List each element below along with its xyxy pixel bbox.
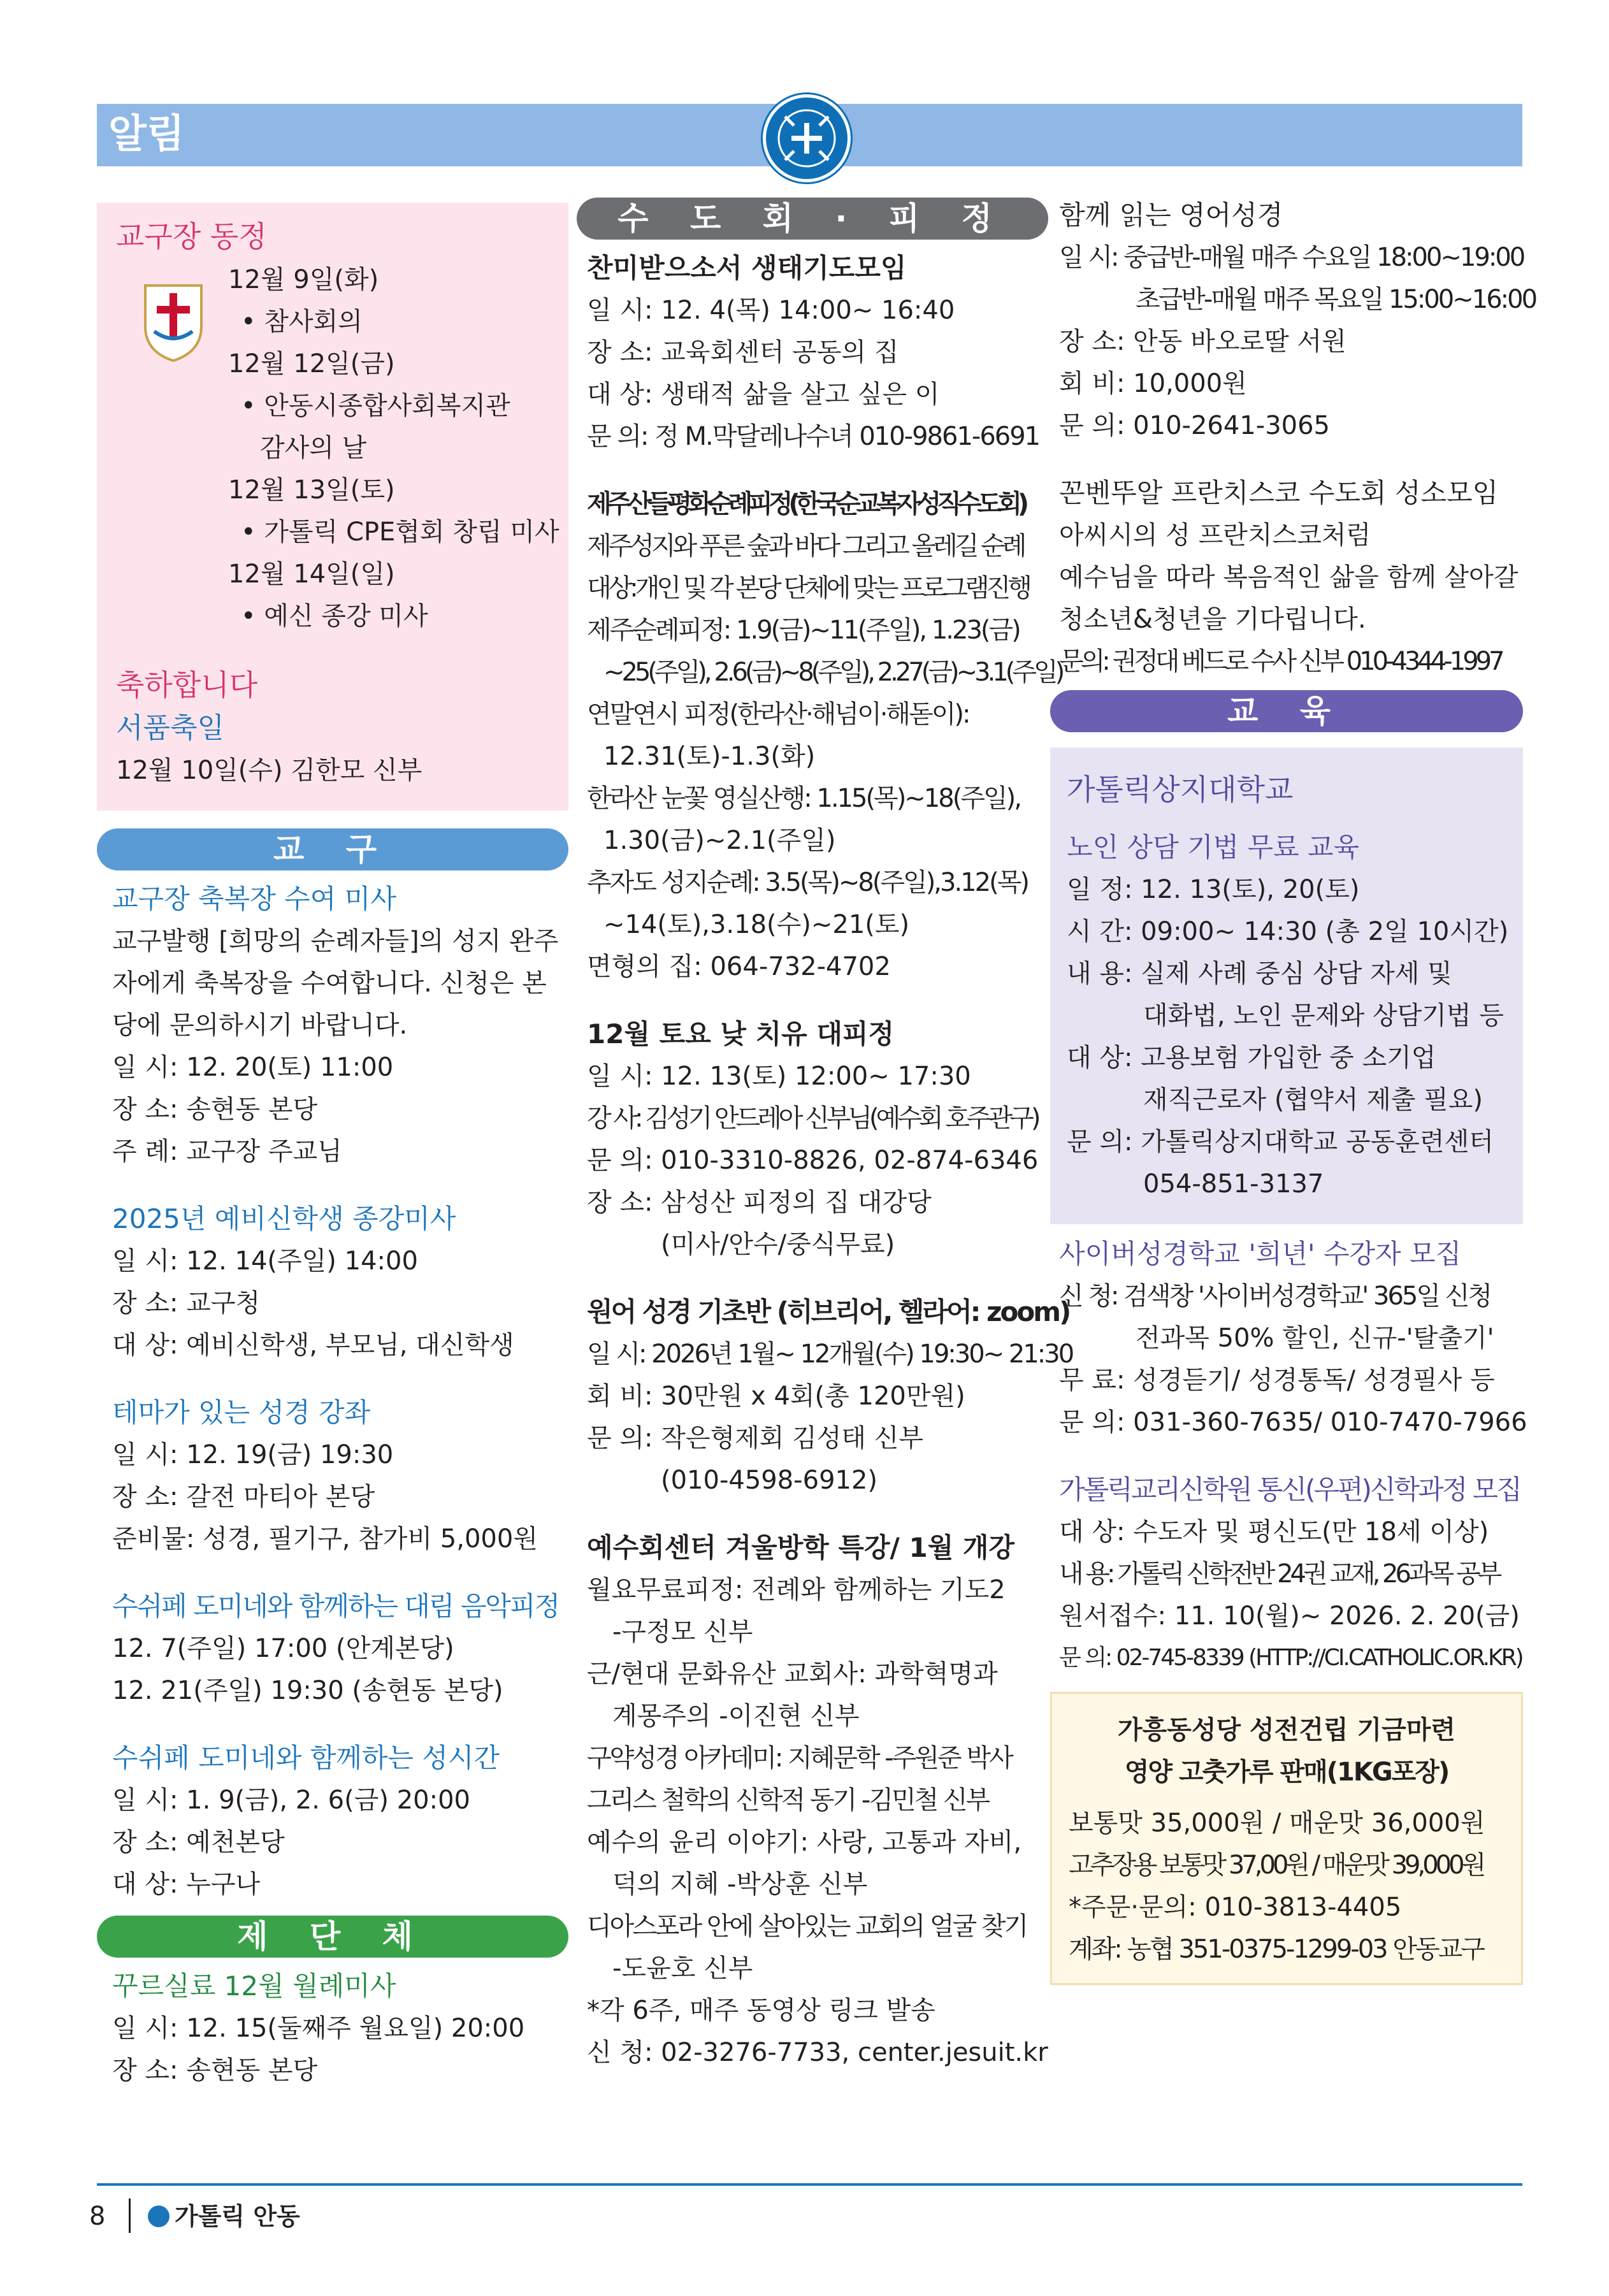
jesuit-line: 근/현대 문화유산 교회사: 과학혁명과 [587,1659,998,1689]
jesuit-line: -구정모 신부 [612,1617,753,1647]
cursillo-line: 장 소: 송현동 본당 [112,2056,318,2085]
university-line: 시 간: 09:00~ 14:30 (총 2일 10시간) [1067,917,1509,946]
eco-line: 일 시: 12. 4(목) 14:00~ 16:40 [587,296,955,325]
healing-line: (미사/안수/중식무료) [661,1230,895,1259]
eco-line: 대 상: 생태적 삶을 살고 싶은 이 [587,380,940,409]
blessing-line: 장 소: 송현동 본당 [112,1095,318,1124]
schedule-line: 12월 12일(금) [228,349,395,379]
seminary-line: 대 상: 예비신학생, 부모님, 대신학생 [112,1331,514,1360]
eco-line: 장 소: 교육회센터 공동의 집 [587,338,899,367]
eco-line: 문 의: 정 M.막달레나수녀 010-9861-6691 [587,422,1040,451]
publication-name: 가톨릭 안동 [175,2202,300,2230]
jesuit-line: 예수의 윤리 이야기: 사랑, 고통과 자비, [587,1828,1022,1857]
jesuit-line: -도윤호 신부 [612,1954,753,1983]
english-line: 일 시: 중급반-매월 매주 수요일 18:00~19:00 [1059,243,1524,272]
jeju-line: 제주순례피정: 1.9(금)~11(주일), 1.23(금) [587,616,1020,645]
university-line: 재직근로자 (협약서 제출 필요) [1143,1085,1483,1115]
pepper-sale-box [1050,1692,1523,1985]
schedule-line: 12월 9일(화) [228,265,379,294]
sale-title-2: 영양 고춧가루 판매(1KG포장) [1124,1758,1449,1787]
sale-line: 계좌: 농협 351-0375-1299-03 안동교구 [1069,1935,1483,1964]
language-line: (010-4598-6912) [661,1466,878,1495]
university-line: 대화법, 노인 문제와 상담기법 등 [1143,1001,1504,1030]
bible-line: 장 소: 갈전 마티아 본당 [112,1482,375,1512]
jeju-line: ~25(주일), 2.6(금)~8(주일), 2.27(금)~3.1(주일) [603,658,1062,687]
column-middle [577,198,1073,2074]
francis-line: 문의: 권정대 베드로 수사 신부 010-4344-1997 [1059,647,1502,676]
schedule-line: 12월 13일(토) [228,475,395,505]
music-line: 12. 7(주일) 17:00 (안계본당) [112,1634,454,1663]
jesuit-line: *각 6주, 매주 동영상 링크 발송 [587,1996,935,2025]
footer-separator [129,2199,131,2233]
healing-line: 문 의: 010-3310-8826, 02-874-6346 [587,1146,1039,1175]
seminary-line: 장 소: 교구청 [112,1289,261,1318]
eco-title: 찬미받으소서 생태기도모임 [587,252,907,284]
retreat-section-pill: 수 도 회 · 피 정 [577,198,1048,240]
catechism-line: 대 상: 수도자 및 평신도(만 18세 이상) [1059,1517,1489,1547]
jeju-line: 12.31(토)-1.3(화) [603,742,816,771]
holy-hour-title: 수쉬페 도미네와 함께하는 성시간 [112,1742,500,1773]
bible-line: 준비물: 성경, 필기구, 참가비 5,000원 [112,1524,538,1554]
jeju-line: 제주성지와 푸른 숲과 바다 그리고 올레길 순례 [587,531,1024,561]
blessing-line: 주 례: 교구장 주교님 [112,1137,342,1166]
jesuit-title: 예수회센터 겨울방학 특강/ 1월 개강 [587,1532,1015,1563]
sale-line: 고추장용 보통맛 37,00원 / 매운맛 39,000원 [1069,1851,1483,1880]
healing-title: 12월 토요 낮 치유 대피정 [587,1018,895,1050]
jeju-line: 한라산 눈꽃 영실산행: 1.15(목)~18(주일), [587,784,1020,813]
university-box [1050,747,1523,1224]
blessing-line: 교구발행 [희망의 순례자들]의 성지 완주 [112,927,559,956]
healing-line: 장 소: 삼성산 피정의 집 대강당 [587,1188,932,1217]
university-line: 대 상: 고용보험 가입한 중 소기업 [1067,1043,1436,1072]
english-line: 초급반-매월 매주 목요일 15:00~16:00 [1136,285,1536,314]
university-line: 내 용: 실제 사례 중심 상담 자세 및 [1067,959,1452,988]
language-title: 원어 성경 기초반 (히브리어, 헬라어: zoom) [587,1296,1070,1327]
francis-title: 꼰벤뚜알 프란치스코 수도회 성소모임 [1059,477,1499,509]
healing-line: 강 사: 김성기 안드레아 신부님(예수회 호주관구) [587,1104,1038,1133]
publication-logo-icon [148,2206,170,2227]
holy-hour-line: 대 상: 누구나 [112,1870,261,1899]
francis-line: 아씨시의 성 프란치스코처럼 [1059,521,1371,550]
catechism-line: 문 의: 02-745-8339 (HTTP://CI.CATHOLIC.OR.KR) [1059,1645,1522,1671]
bible-line: 일 시: 12. 19(금) 19:30 [112,1440,394,1469]
cyber-line: 문 의: 031-360-7635/ 010-7470-7966 [1059,1408,1527,1437]
bible-title: 테마가 있는 성경 강좌 [112,1397,371,1428]
jesuit-line: 그리스 철학의 신학적 동기 -김민철 신부 [587,1786,989,1815]
jeju-line: 대상:개인 및 각 본당 단체에 맞는 프로그램진행 [587,574,1029,603]
cyber-line: 신 청: 검색창 '사이버성경학교' 365일 신청 [1059,1282,1490,1311]
bishop-schedule-box [97,203,568,811]
ordination-title: 서품축일 [116,712,225,744]
column-left [97,203,568,2091]
university-line: 일 정: 12. 13(토), 20(토) [1067,875,1360,904]
jeju-line: 면형의 집: 064-732-4702 [587,952,891,981]
university-subtitle: 노인 상담 기법 무료 교육 [1067,832,1360,863]
diocese-section-pill: 교 구 [97,828,568,870]
jeju-title: 제주산들평화순례피정(한국순교복자성직수도회) [587,489,1025,519]
diocese-crest-icon [139,282,208,365]
jeju-line: 추자도 성지순례: 3.5(목)~8(주일),3.12(목) [587,868,1028,897]
cyber-title: 사이버성경학교 '희년' 수강자 모집 [1059,1238,1462,1269]
bishop-schedule-title: 교구장 동정 [116,219,267,254]
education-section-pill: 교 육 [1050,690,1523,732]
blessing-line: 자에게 축복장을 수여합니다. 신청은 본 [112,969,547,998]
sale-title-1: 가흥동성당 성전건립 기금마련 [1117,1715,1456,1745]
page-number: 8 [89,2202,106,2231]
english-line: 문 의: 010-2641-3065 [1059,411,1330,440]
group-section-pill: 제 단 체 [97,1916,568,1958]
schedule-line: • 참사회의 [241,307,363,336]
music-line: 12. 21(주일) 19:30 (송현동 본당) [112,1676,503,1705]
schedule-line: 12월 14일(일) [228,560,395,589]
english-title: 함께 읽는 영어성경 [1059,199,1283,231]
jesuit-line: 덕의 지혜 -박상훈 신부 [612,1870,868,1899]
blessing-line: 일 시: 12. 20(토) 11:00 [112,1053,394,1082]
catechism-title: 가톨릭교리신학원 통신(우편)신학과정 모집 [1059,1474,1520,1505]
university-line: 054-851-3137 [1143,1169,1324,1199]
francis-line: 청소년&청년을 기다립니다. [1059,605,1366,634]
schedule-line: • 예신 종강 미사 [241,602,428,631]
language-line: 회 비: 30만원 x 4회(총 120만원) [587,1382,965,1411]
jeju-line: 1.30(금)~2.1(주일) [603,826,836,855]
cross-emblem-icon [763,94,851,182]
university-line: 문 의: 가톨릭상지대학교 공동훈련센터 [1067,1127,1494,1157]
jesuit-line: 월요무료피정: 전례와 함께하는 기도2 [587,1575,1006,1605]
holy-hour-line: 일 시: 1. 9(금), 2. 6(금) 20:00 [112,1786,470,1815]
cyber-line: 무 료: 성경듣기/ 성경통독/ 성경필사 등 [1059,1366,1495,1395]
jeju-line: 연말연시 피정(한라산·해넘이·해돋이): [587,700,969,729]
language-line: 문 의: 작은형제회 김성태 신부 [587,1424,924,1453]
sale-line: 보통맛 35,000원 / 매운맛 36,000원 [1069,1809,1485,1838]
column-right [1050,194,1536,1985]
blessing-line: 당에 문의하시기 바랍니다. [112,1011,408,1040]
cursillo-title: 꾸르실료 12월 월례미사 [112,1970,396,2002]
catechism-line: 원서접수: 11. 10(월)~ 2026. 2. 20(금) [1059,1601,1520,1631]
english-line: 장 소: 안동 바오로딸 서원 [1059,327,1346,356]
cyber-line: 전과목 50% 할인, 신규-'탈출기' [1136,1324,1494,1353]
jesuit-line: 디아스포라 안에 살아있는 교회의 얼굴 찾기 [587,1912,1027,1941]
jeju-line: ~14(토),3.18(수)~21(토) [603,910,910,939]
francis-line: 예수님을 따라 복음적인 삶을 함께 살아갈 [1059,563,1519,592]
jesuit-line: 구약성경 아카데미: 지혜문학 -주원준 박사 [587,1744,1012,1773]
schedule-line: • 가톨릭 CPE협회 창립 미사 [241,517,559,547]
congrats-title: 축하합니다 [116,668,258,702]
university-title: 가톨릭상지대학교 [1067,772,1294,807]
schedule-line: 감사의 날 [260,433,367,463]
holy-hour-line: 장 소: 예천본당 [112,1828,285,1857]
language-line: 일 시: 2026년 1월~ 12개월(수) 19:30~ 21:30 [587,1339,1073,1369]
music-title: 수쉬페 도미네와 함께하는 대림 음악피정 [112,1591,559,1622]
jesuit-line: 신 청: 02-3276-7733, center.jesuit.kr [587,2038,1048,2067]
jesuit-line: 계몽주의 -이진현 신부 [612,1701,860,1731]
page-title: 알림 [108,110,185,157]
seminary-line: 일 시: 12. 14(주일) 14:00 [112,1246,418,1276]
schedule-line: • 안동시종합사회복지관 [241,391,510,421]
sale-line: *주문·문의: 010-3813-4405 [1069,1893,1402,1922]
cursillo-line: 일 시: 12. 15(둘째주 월요일) 20:00 [112,2014,525,2043]
footer-divider [97,2183,1522,2186]
healing-line: 일 시: 12. 13(토) 12:00~ 17:30 [587,1062,971,1091]
english-line: 회 비: 10,000원 [1059,369,1247,398]
ordination-line: 12월 10일(수) 김한모 신부 [116,756,422,785]
seminary-title: 2025년 예비신학생 종강미사 [112,1203,456,1234]
catechism-line: 내 용: 가톨릭 신학전반 24권 교재, 26과목 공부 [1059,1559,1499,1589]
blessing-title: 교구장 축복장 수여 미사 [112,883,396,914]
